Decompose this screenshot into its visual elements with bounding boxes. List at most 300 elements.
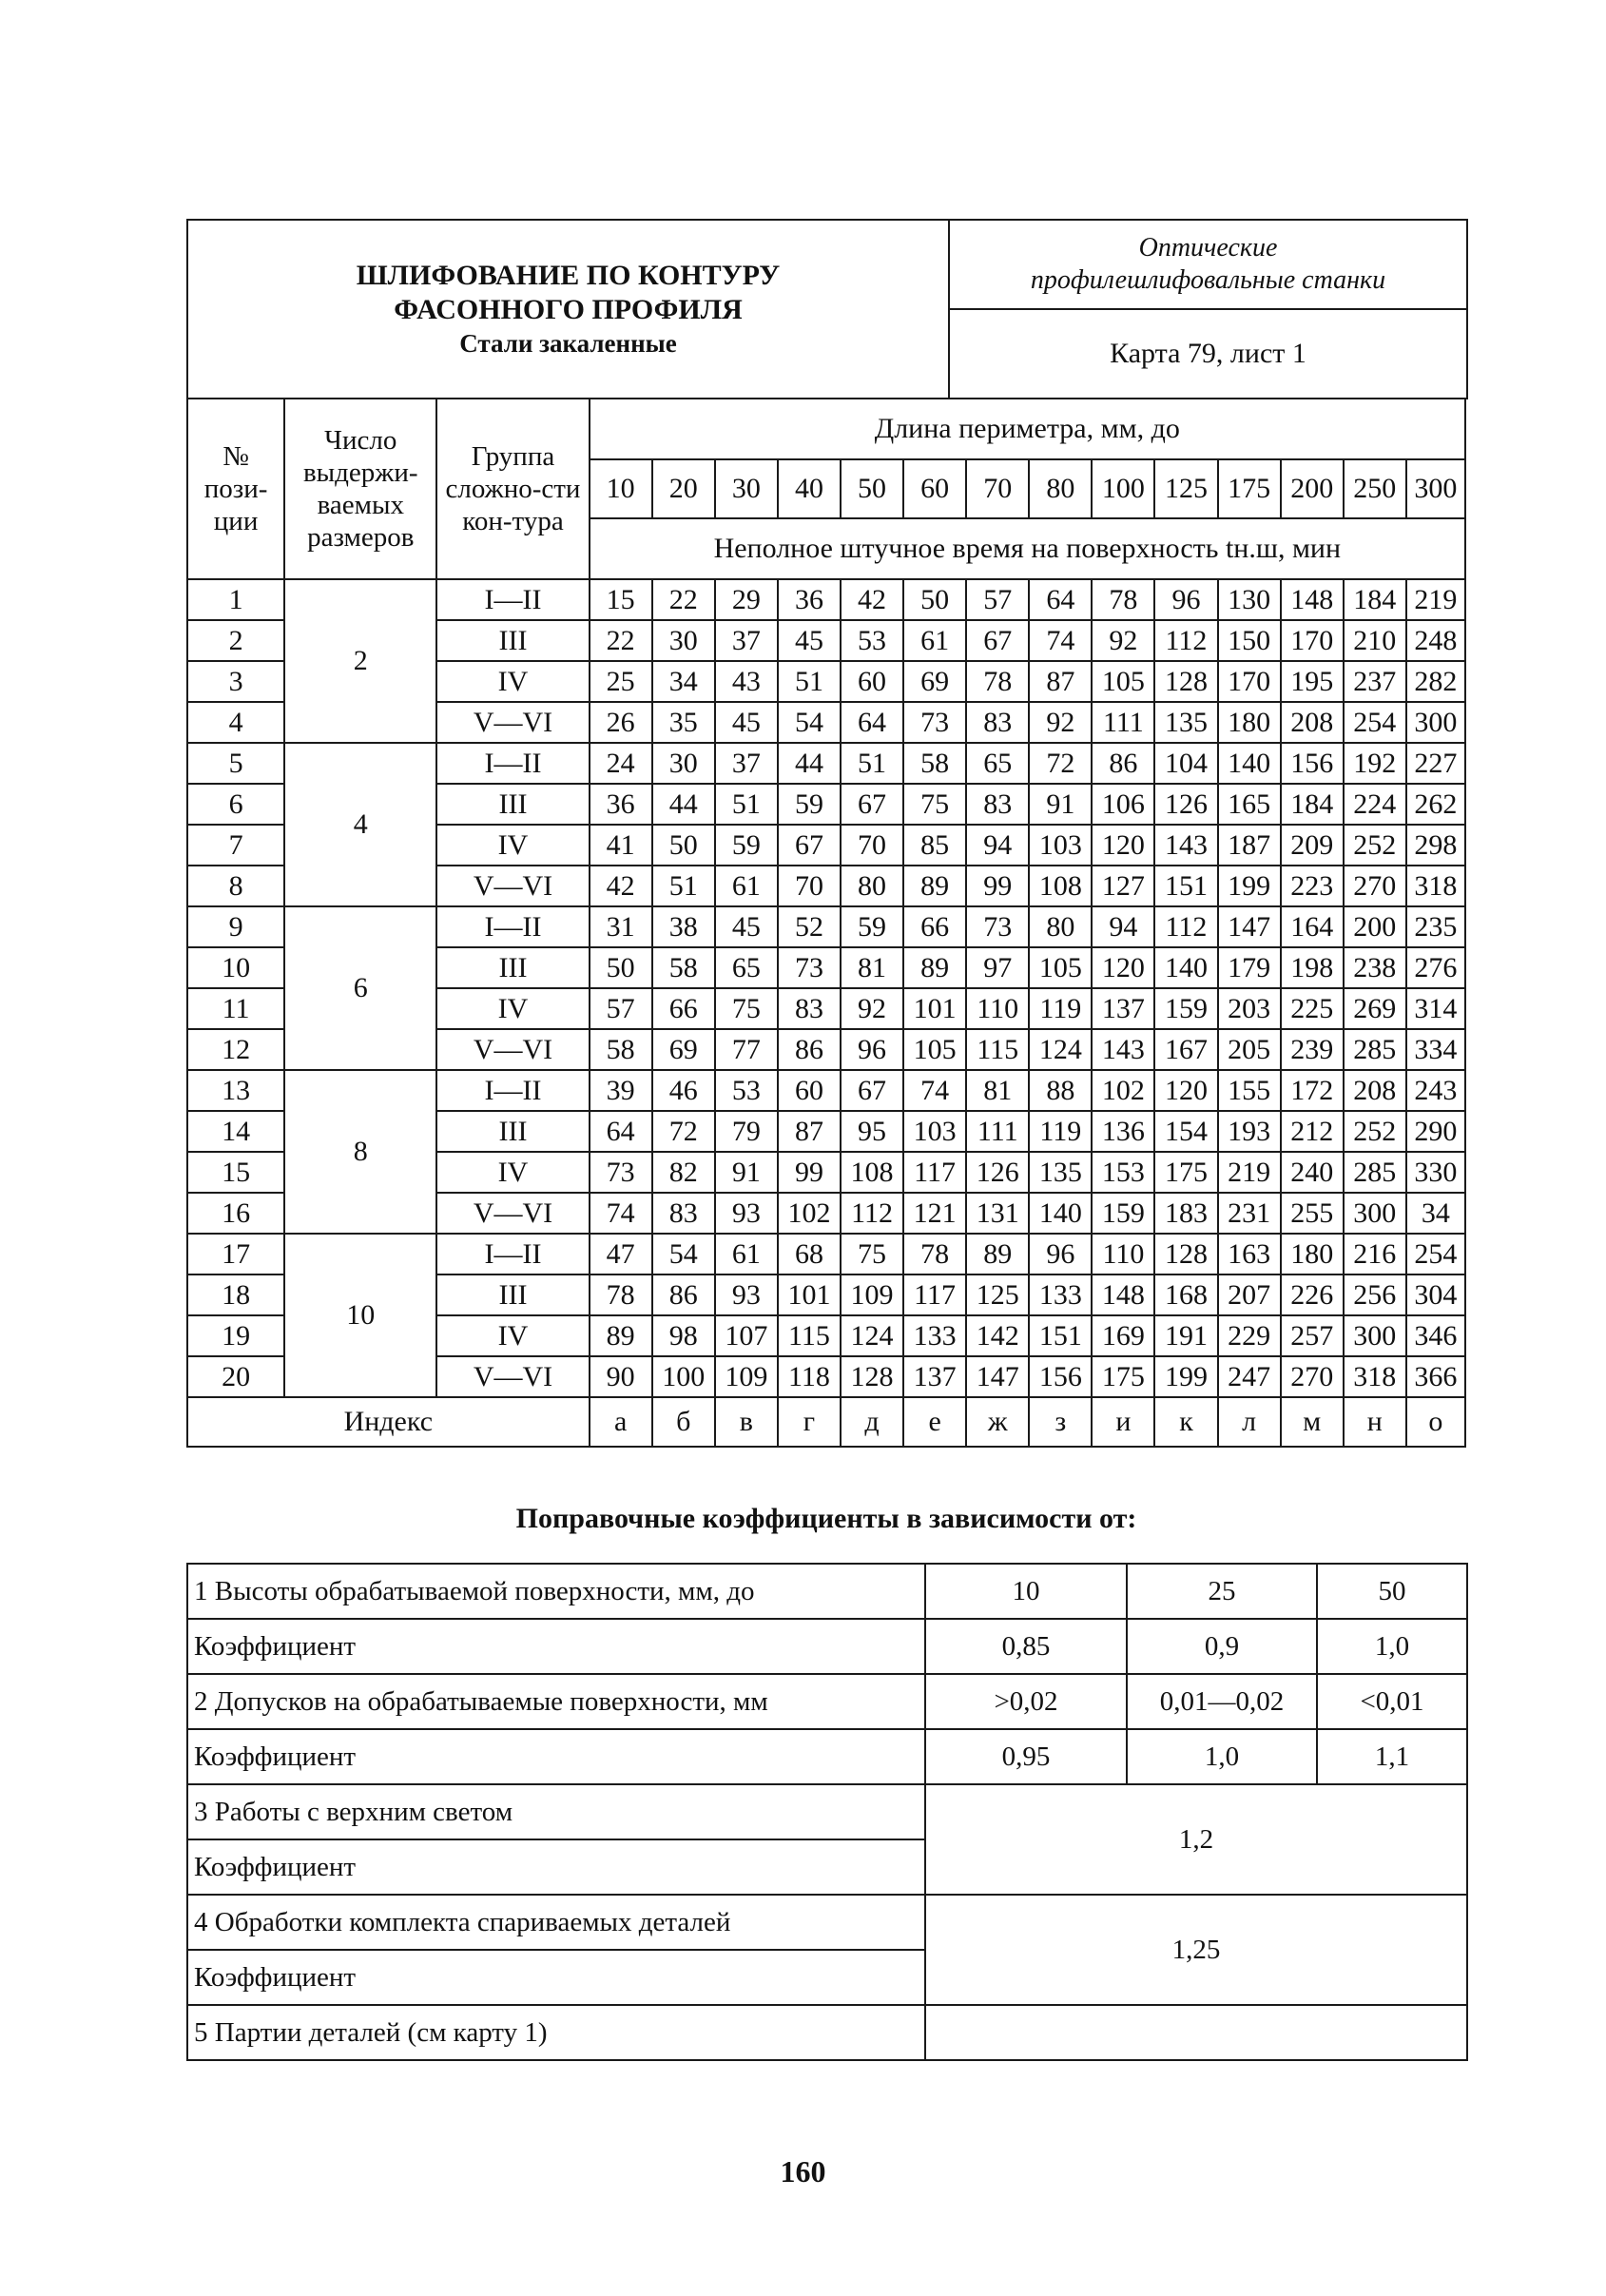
time-value-cell: 64 (590, 1111, 652, 1152)
time-value-cell: 104 (1154, 743, 1217, 784)
time-value-cell: 285 (1344, 1029, 1406, 1070)
index-cell: б (652, 1397, 715, 1447)
time-value-cell: 22 (590, 620, 652, 661)
corrections-title: Поправочные коэффициенты в зависимости от: (515, 1503, 1137, 1534)
time-value-cell: 93 (715, 1274, 778, 1315)
length-header-cell: 300 (1406, 459, 1465, 518)
time-value-cell: 85 (903, 825, 966, 866)
time-value-cell: 159 (1154, 988, 1217, 1029)
time-value-cell: 70 (841, 825, 903, 866)
card-title-line2: ФАСОННОГО ПРОФИЛЯ (394, 294, 743, 325)
time-value-cell: 252 (1344, 1111, 1406, 1152)
time-value-cell: 45 (778, 620, 841, 661)
time-value-cell: 248 (1406, 620, 1465, 661)
time-value-cell: 30 (652, 743, 715, 784)
time-value-cell: 239 (1281, 1029, 1344, 1070)
corr-tolerance-value: <0,01 (1317, 1674, 1467, 1729)
time-value-cell: 254 (1344, 702, 1406, 743)
time-value-cell: 64 (1029, 579, 1092, 620)
time-value-cell: 124 (1029, 1029, 1092, 1070)
time-value-cell: 140 (1218, 743, 1281, 784)
table-row (187, 743, 1465, 784)
complexity-group-cell: III (436, 1111, 589, 1152)
corr-paired-value: 1,25 (925, 1895, 1467, 2005)
time-value-cell: 97 (966, 947, 1029, 988)
time-value-cell: 69 (652, 1029, 715, 1070)
time-value-cell: 140 (1029, 1193, 1092, 1234)
corr-light-value: 1,2 (925, 1784, 1467, 1895)
time-value-cell: 318 (1406, 866, 1465, 906)
time-value-cell: 44 (652, 784, 715, 825)
dimensions-cell: 2 (284, 579, 436, 743)
time-value-cell: 43 (715, 661, 778, 702)
time-value-cell: 135 (1029, 1152, 1092, 1193)
time-value-cell: 103 (903, 1111, 966, 1152)
time-value-cell: 36 (590, 784, 652, 825)
position-cell: 13 (187, 1070, 284, 1111)
time-value-cell: 198 (1281, 947, 1344, 988)
time-value-cell: 61 (715, 866, 778, 906)
time-value-cell: 150 (1218, 620, 1281, 661)
time-value-cell: 117 (903, 1152, 966, 1193)
time-value-cell: 73 (778, 947, 841, 988)
complexity-group-cell: III (436, 1274, 589, 1315)
time-value-cell: 209 (1281, 825, 1344, 866)
time-value-cell: 73 (590, 1152, 652, 1193)
time-value-cell: 163 (1218, 1234, 1281, 1274)
position-cell: 1 (187, 579, 284, 620)
time-value-cell: 87 (778, 1111, 841, 1152)
time-value-cell: 262 (1406, 784, 1465, 825)
time-value-cell: 91 (1029, 784, 1092, 825)
length-header-cell: 200 (1281, 459, 1344, 518)
time-value-cell: 137 (903, 1356, 966, 1397)
time-value-cell: 192 (1344, 743, 1406, 784)
time-value-cell: 58 (903, 743, 966, 784)
corr-light-label: 3 Работы с верхним светом (187, 1784, 925, 1839)
time-value-cell: 95 (841, 1111, 903, 1152)
time-value-cell: 75 (715, 988, 778, 1029)
time-value-cell: 223 (1281, 866, 1344, 906)
time-value-cell: 237 (1344, 661, 1406, 702)
complexity-group-cell: I—II (436, 579, 589, 620)
time-value-cell: 130 (1218, 579, 1281, 620)
time-value-cell: 78 (590, 1274, 652, 1315)
time-value-cell: 169 (1092, 1315, 1154, 1356)
time-value-cell: 334 (1406, 1029, 1465, 1070)
time-value-cell: 290 (1406, 1111, 1465, 1152)
time-value-cell: 57 (966, 579, 1029, 620)
time-value-cell: 105 (903, 1029, 966, 1070)
time-value-cell: 68 (778, 1234, 841, 1274)
time-value-cell: 75 (841, 1234, 903, 1274)
time-value-cell: 78 (966, 661, 1029, 702)
time-value-cell: 72 (1029, 743, 1092, 784)
complexity-group-cell: V—VI (436, 702, 589, 743)
time-value-cell: 300 (1406, 702, 1465, 743)
time-value-cell: 285 (1344, 1152, 1406, 1193)
time-value-cell: 276 (1406, 947, 1465, 988)
time-value-cell: 83 (778, 988, 841, 1029)
time-value-cell: 187 (1218, 825, 1281, 866)
time-value-cell: 59 (715, 825, 778, 866)
time-value-cell: 81 (966, 1070, 1029, 1111)
time-value-cell: 89 (966, 1234, 1029, 1274)
time-value-cell: 39 (590, 1070, 652, 1111)
time-value-cell: 74 (903, 1070, 966, 1111)
time-value-cell: 119 (1029, 988, 1092, 1029)
length-header-cell: 80 (1029, 459, 1092, 518)
time-value-cell: 167 (1154, 1029, 1217, 1070)
time-value-cell: 170 (1281, 620, 1344, 661)
time-value-cell: 110 (966, 988, 1029, 1029)
time-value-cell: 86 (778, 1029, 841, 1070)
time-value-cell: 41 (590, 825, 652, 866)
time-value-cell: 106 (1092, 784, 1154, 825)
time-value-cell: 67 (841, 1070, 903, 1111)
time-value-cell: 148 (1281, 579, 1344, 620)
time-value-cell: 96 (1154, 579, 1217, 620)
time-value-cell: 24 (590, 743, 652, 784)
time-value-cell: 87 (1029, 661, 1092, 702)
time-value-cell: 45 (715, 906, 778, 947)
table-row (187, 906, 1465, 947)
card-title-cell (187, 220, 949, 399)
col-dimensions-header: Число выдержи-ваемых размеров (284, 399, 436, 579)
corr-coef-value: 0,9 (1127, 1619, 1317, 1674)
corr-row-tolerance (187, 1674, 1467, 1729)
dimensions-cell: 10 (284, 1234, 436, 1397)
time-value-cell: 34 (652, 661, 715, 702)
time-value-cell: 120 (1154, 1070, 1217, 1111)
position-cell: 14 (187, 1111, 284, 1152)
time-value-cell: 184 (1344, 579, 1406, 620)
corr-coef-value: 0,95 (925, 1729, 1127, 1784)
length-header-cell: 50 (841, 459, 903, 518)
time-value-cell: 34 (1406, 1193, 1465, 1234)
time-value-cell: 120 (1092, 825, 1154, 866)
index-cell: в (715, 1397, 778, 1447)
time-value-cell: 298 (1406, 825, 1465, 866)
time-value-cell: 46 (652, 1070, 715, 1111)
time-value-cell: 66 (903, 906, 966, 947)
time-value-cell: 92 (1029, 702, 1092, 743)
time-value-cell: 96 (1029, 1234, 1092, 1274)
time-value-cell: 59 (778, 784, 841, 825)
time-value-cell: 170 (1218, 661, 1281, 702)
time-value-cell: 128 (1154, 1234, 1217, 1274)
index-cell: к (1154, 1397, 1217, 1447)
time-value-cell: 99 (778, 1152, 841, 1193)
position-cell: 19 (187, 1315, 284, 1356)
time-value-cell: 42 (590, 866, 652, 906)
time-value-cell: 73 (903, 702, 966, 743)
machines-cell (949, 220, 1467, 309)
time-value-cell: 61 (715, 1234, 778, 1274)
corr-coef-value: 1,0 (1317, 1619, 1467, 1674)
time-value-cell: 30 (652, 620, 715, 661)
time-value-cell: 93 (715, 1193, 778, 1234)
index-cell: г (778, 1397, 841, 1447)
complexity-group-cell: IV (436, 825, 589, 866)
time-value-cell: 212 (1281, 1111, 1344, 1152)
time-value-cell: 165 (1218, 784, 1281, 825)
index-cell: н (1344, 1397, 1406, 1447)
time-value-cell: 131 (966, 1193, 1029, 1234)
time-value-cell: 66 (652, 988, 715, 1029)
complexity-group-cell: I—II (436, 906, 589, 947)
length-header-cell: 60 (903, 459, 966, 518)
index-cell: и (1092, 1397, 1154, 1447)
index-cell: м (1281, 1397, 1344, 1447)
time-value-cell: 101 (903, 988, 966, 1029)
time-value-cell: 38 (652, 906, 715, 947)
time-value-cell: 180 (1218, 702, 1281, 743)
time-value-cell: 102 (778, 1193, 841, 1234)
card-header (186, 219, 1468, 399)
col-group-header: Группа сложно-сти кон-тура (436, 399, 589, 579)
time-value-cell: 207 (1218, 1274, 1281, 1315)
time-value-cell: 67 (966, 620, 1029, 661)
time-value-cell: 120 (1092, 947, 1154, 988)
length-header-cell: 125 (1154, 459, 1217, 518)
corr-height-value: 10 (925, 1564, 1127, 1619)
time-value-cell: 179 (1218, 947, 1281, 988)
machines-line2: профилешлифовальные станки (1030, 265, 1386, 295)
perimeter-header: Длина периметра, мм, до (590, 399, 1465, 459)
time-value-cell: 208 (1281, 702, 1344, 743)
time-value-cell: 31 (590, 906, 652, 947)
time-value-cell: 94 (966, 825, 1029, 866)
time-value-cell: 155 (1218, 1070, 1281, 1111)
time-value-cell: 346 (1406, 1315, 1465, 1356)
corr-row-height-coef (187, 1619, 1467, 1674)
length-header-cell: 40 (778, 459, 841, 518)
corr-coef-value: 0,85 (925, 1619, 1127, 1674)
time-value-cell: 73 (966, 906, 1029, 947)
time-value-cell: 225 (1281, 988, 1344, 1029)
time-value-cell: 304 (1406, 1274, 1465, 1315)
time-value-cell: 72 (652, 1111, 715, 1152)
time-value-cell: 81 (841, 947, 903, 988)
corr-coef-value: 1,1 (1317, 1729, 1467, 1784)
time-value-cell: 58 (590, 1029, 652, 1070)
time-value-cell: 210 (1344, 620, 1406, 661)
index-cell: о (1406, 1397, 1465, 1447)
corr-coef-label: Коэффициент (187, 1839, 925, 1895)
dimensions-cell: 4 (284, 743, 436, 906)
time-value-cell: 142 (966, 1315, 1029, 1356)
complexity-group-cell: IV (436, 1315, 589, 1356)
time-value-cell: 53 (841, 620, 903, 661)
time-value-cell: 74 (1029, 620, 1092, 661)
time-value-cell: 50 (652, 825, 715, 866)
time-value-cell: 119 (1029, 1111, 1092, 1152)
time-value-cell: 69 (903, 661, 966, 702)
time-norms-table (186, 398, 1466, 1448)
time-value-cell: 70 (778, 866, 841, 906)
length-header-cell: 30 (715, 459, 778, 518)
dimensions-cell: 8 (284, 1070, 436, 1234)
time-value-cell: 75 (903, 784, 966, 825)
time-value-cell: 60 (778, 1070, 841, 1111)
time-value-cell: 58 (652, 947, 715, 988)
time-value-cell: 227 (1406, 743, 1465, 784)
time-value-cell: 193 (1218, 1111, 1281, 1152)
time-value-cell: 124 (841, 1315, 903, 1356)
time-value-cell: 219 (1218, 1152, 1281, 1193)
machines-line1: Оптические (1138, 233, 1278, 263)
time-value-cell: 254 (1406, 1234, 1465, 1274)
time-value-cell: 44 (778, 743, 841, 784)
time-value-cell: 111 (966, 1111, 1029, 1152)
time-value-cell: 231 (1218, 1193, 1281, 1234)
time-value-cell: 224 (1344, 784, 1406, 825)
position-cell: 9 (187, 906, 284, 947)
time-value-cell: 200 (1344, 906, 1406, 947)
corr-row-batch (187, 2005, 1467, 2060)
time-value-cell: 255 (1281, 1193, 1344, 1234)
index-cell: з (1029, 1397, 1092, 1447)
complexity-group-cell: III (436, 947, 589, 988)
time-value-cell: 243 (1406, 1070, 1465, 1111)
time-value-cell: 67 (778, 825, 841, 866)
time-value-cell: 199 (1154, 1356, 1217, 1397)
time-value-cell: 78 (1092, 579, 1154, 620)
time-value-cell: 270 (1344, 866, 1406, 906)
complexity-group-cell: IV (436, 661, 589, 702)
corr-row-paired (187, 1895, 1467, 1950)
time-value-cell: 252 (1344, 825, 1406, 866)
time-value-cell: 282 (1406, 661, 1465, 702)
time-value-cell: 133 (1029, 1274, 1092, 1315)
time-value-cell: 60 (841, 661, 903, 702)
time-value-cell: 136 (1092, 1111, 1154, 1152)
time-value-cell: 112 (1154, 620, 1217, 661)
length-header-cell: 100 (1092, 459, 1154, 518)
time-value-cell: 65 (715, 947, 778, 988)
index-cell: е (903, 1397, 966, 1447)
time-value-cell: 51 (778, 661, 841, 702)
time-value-cell: 64 (841, 702, 903, 743)
time-value-cell: 148 (1092, 1274, 1154, 1315)
complexity-group-cell: IV (436, 1152, 589, 1193)
complexity-group-cell: III (436, 620, 589, 661)
time-value-cell: 59 (841, 906, 903, 947)
time-value-cell: 74 (590, 1193, 652, 1234)
time-value-cell: 109 (841, 1274, 903, 1315)
time-value-cell: 50 (590, 947, 652, 988)
time-value-cell: 247 (1218, 1356, 1281, 1397)
time-value-cell: 330 (1406, 1152, 1465, 1193)
time-value-cell: 83 (966, 784, 1029, 825)
time-value-cell: 318 (1344, 1356, 1406, 1397)
corr-paired-label: 4 Обработки комплекта спариваемых деталей (187, 1895, 925, 1950)
time-value-cell: 154 (1154, 1111, 1217, 1152)
complexity-group-cell: IV (436, 988, 589, 1029)
position-cell: 15 (187, 1152, 284, 1193)
time-value-cell: 25 (590, 661, 652, 702)
corr-tolerance-label: 2 Допусков на обрабатываемые поверхности, мм (187, 1674, 925, 1729)
time-value-cell: 100 (652, 1356, 715, 1397)
time-value-cell: 121 (903, 1193, 966, 1234)
col-position-header: № пози-ции (187, 399, 284, 579)
time-value-cell: 235 (1406, 906, 1465, 947)
time-value-cell: 15 (590, 579, 652, 620)
length-header-cell: 70 (966, 459, 1029, 518)
corr-row-tolerance-coef (187, 1729, 1467, 1784)
length-header-cell: 20 (652, 459, 715, 518)
corr-coef-label: Коэффициент (187, 1619, 925, 1674)
time-value-cell: 366 (1406, 1356, 1465, 1397)
time-value-cell: 108 (841, 1152, 903, 1193)
time-value-cell: 92 (841, 988, 903, 1029)
length-header-cell: 10 (590, 459, 652, 518)
time-value-cell: 128 (841, 1356, 903, 1397)
time-value-cell: 102 (1092, 1070, 1154, 1111)
card-subtitle: Стали закаленные (459, 329, 677, 358)
index-cell: д (841, 1397, 903, 1447)
table-row (187, 1070, 1465, 1111)
index-cell: л (1218, 1397, 1281, 1447)
time-value-cell: 54 (652, 1234, 715, 1274)
time-norms-body (187, 579, 1465, 1397)
corr-batch-value (925, 2005, 1467, 2060)
time-value-cell: 238 (1344, 947, 1406, 988)
length-header-cell: 250 (1344, 459, 1406, 518)
time-value-cell: 36 (778, 579, 841, 620)
time-value-cell: 216 (1344, 1234, 1406, 1274)
table-row (187, 1234, 1465, 1274)
time-value-cell: 80 (1029, 906, 1092, 947)
time-value-cell: 37 (715, 620, 778, 661)
time-value-cell: 82 (652, 1152, 715, 1193)
time-value-cell: 143 (1092, 1029, 1154, 1070)
time-value-cell: 168 (1154, 1274, 1217, 1315)
length-header-cell: 175 (1218, 459, 1281, 518)
corr-height-label: 1 Высоты обрабатываемой поверхности, мм, до (187, 1564, 925, 1619)
time-value-cell: 205 (1218, 1029, 1281, 1070)
time-value-cell: 300 (1344, 1315, 1406, 1356)
corr-coef-label: Коэффициент (187, 1950, 925, 2005)
time-value-cell: 175 (1154, 1152, 1217, 1193)
complexity-group-cell: I—II (436, 1234, 589, 1274)
time-value-cell: 45 (715, 702, 778, 743)
time-value-cell: 103 (1029, 825, 1092, 866)
time-value-cell: 89 (903, 866, 966, 906)
position-cell: 11 (187, 988, 284, 1029)
time-value-cell: 78 (903, 1234, 966, 1274)
time-value-cell: 226 (1281, 1274, 1344, 1315)
time-value-cell: 89 (903, 947, 966, 988)
time-value-cell: 42 (841, 579, 903, 620)
position-cell: 3 (187, 661, 284, 702)
complexity-group-cell: III (436, 784, 589, 825)
position-cell: 6 (187, 784, 284, 825)
card-number-cell (949, 309, 1467, 399)
time-value-cell: 126 (966, 1152, 1029, 1193)
time-value-cell: 208 (1344, 1070, 1406, 1111)
time-value-cell: 115 (778, 1315, 841, 1356)
time-value-cell: 111 (1092, 702, 1154, 743)
time-value-cell: 107 (715, 1315, 778, 1356)
time-value-cell: 91 (715, 1152, 778, 1193)
position-cell: 18 (187, 1274, 284, 1315)
time-value-cell: 22 (652, 579, 715, 620)
time-value-cell: 98 (652, 1315, 715, 1356)
time-value-cell: 256 (1344, 1274, 1406, 1315)
time-value-cell: 99 (966, 866, 1029, 906)
